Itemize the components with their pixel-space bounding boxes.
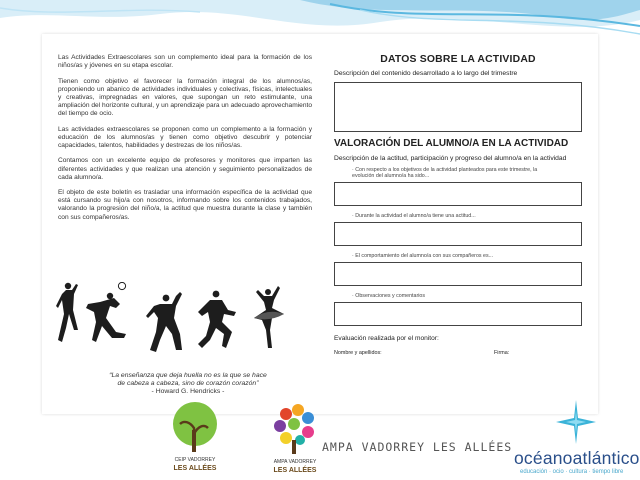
oceano-atlantico-brand: océanoatlántico (514, 448, 640, 468)
quote-line: “La enseñanza que deja huella no es la que se hace (109, 372, 267, 379)
content-description-box[interactable] (334, 82, 582, 132)
school-logo-line2: LES ALLÉES (173, 465, 217, 472)
content-description-label: Descripción del contenido desarrollado a lo largo del trimestre (334, 70, 518, 77)
ampa-hands-tree-logo (268, 400, 322, 480)
intro-paragraph: Contamos con un excelente equipo de profesores y monitores que imparten las diferentes actividades y que realizan una atención y seguimiento personalizados de cada alumno/a. (58, 157, 312, 181)
activity-form (334, 54, 582, 358)
observations-answer-box[interactable] (334, 302, 582, 326)
school-tree-logo (168, 398, 222, 478)
question-text: · Con respecto a los objetivos de la actividad planteados para este trimestre, la (352, 167, 538, 173)
name-label: Nombre y apellidos: (334, 350, 382, 356)
sparkle-star-icon (556, 400, 596, 444)
intro-paragraph: Las Actividades Extraescolares son un complemento ideal para la formación de los niños/as y jóvenes en su etapa escolar. (58, 54, 312, 70)
question-behaviour: · El comportamiento del alumno/a con sus compañeros es... (352, 253, 494, 259)
ampa-name: AMPA VADORREY LES ALLÉES (322, 440, 513, 454)
ampa-logo-line2: LES ALLÉES (273, 467, 317, 474)
quote (72, 372, 304, 397)
quote-line: de cabeza a cabeza, sino de corazón corazón” (117, 380, 259, 388)
evaluation-label: Evaluación realizada por el monitor: (334, 335, 439, 342)
attitude-answer-box[interactable] (334, 222, 582, 246)
ampa-logo-line1: AMPA VADORREY (273, 459, 317, 465)
valoracion-title: VALORACIÓN DEL ALUMNO/A EN LA ACTIVIDAD (334, 138, 569, 149)
oceano-tagline: educación · ocio · cultura · tiempo libre (520, 469, 624, 475)
question-text: evolución del alumno/a ha sido... (352, 173, 430, 179)
quote-author: - Howard G. Hendricks - (151, 388, 225, 396)
form-title: DATOS SOBRE LA ACTIVIDAD (380, 54, 536, 65)
question-evolution (352, 167, 582, 179)
sports-silhouettes-illustration (56, 282, 306, 358)
question-observations: · Observaciones y comentarios (352, 293, 426, 299)
handball-player-icon (56, 283, 78, 342)
evolution-answer-box[interactable] (334, 182, 582, 206)
football-player-icon (86, 282, 126, 342)
behaviour-answer-box[interactable] (334, 262, 582, 286)
school-logo-line1: CEIP VADORREY (174, 457, 216, 463)
ballerina-icon (254, 286, 284, 348)
intro-paragraph: Las actividades extraescolares se proponen como un complemento a la formación y educación de los alumnos/as y tienen como objetivo descubrir y potenciar capacidades, talentos, habilidades y destrezas de los niños/as. (58, 125, 312, 149)
intro-paragraph: El objeto de este boletín es trasladar una información específica de la actividad que está cursando su hijo/a con nosotros, informando sobre los contenidos trabajados, valorando la progresión del niño/a, la actitud que muestra durante la clase y también con sus compañeros/as. (58, 189, 312, 221)
signature-row (334, 350, 582, 358)
signature-label: Firma: (494, 350, 510, 356)
basketball-player-icon (146, 292, 182, 352)
runner-icon (198, 291, 236, 348)
intro-text (58, 54, 312, 229)
question-attitude: · Durante la actividad el alumno/a tiene una actitud... (352, 213, 476, 219)
valoracion-description: Descripción de la actitud, participación y progreso del alumno/a en la actividad (334, 155, 567, 162)
intro-paragraph: Tienen como objetivo el favorecer la formación integral de los alumnos/as, proponiendo un abanico de actividades individuales y colectivas, físicas, intelectuales y creativas, impregnadas en valores, que supongan un reto estimulante, una ampliación del horizonte cultural, y un aprendizaje para un adecuado aprovechamiento del tiempo de ocio. (58, 77, 312, 118)
